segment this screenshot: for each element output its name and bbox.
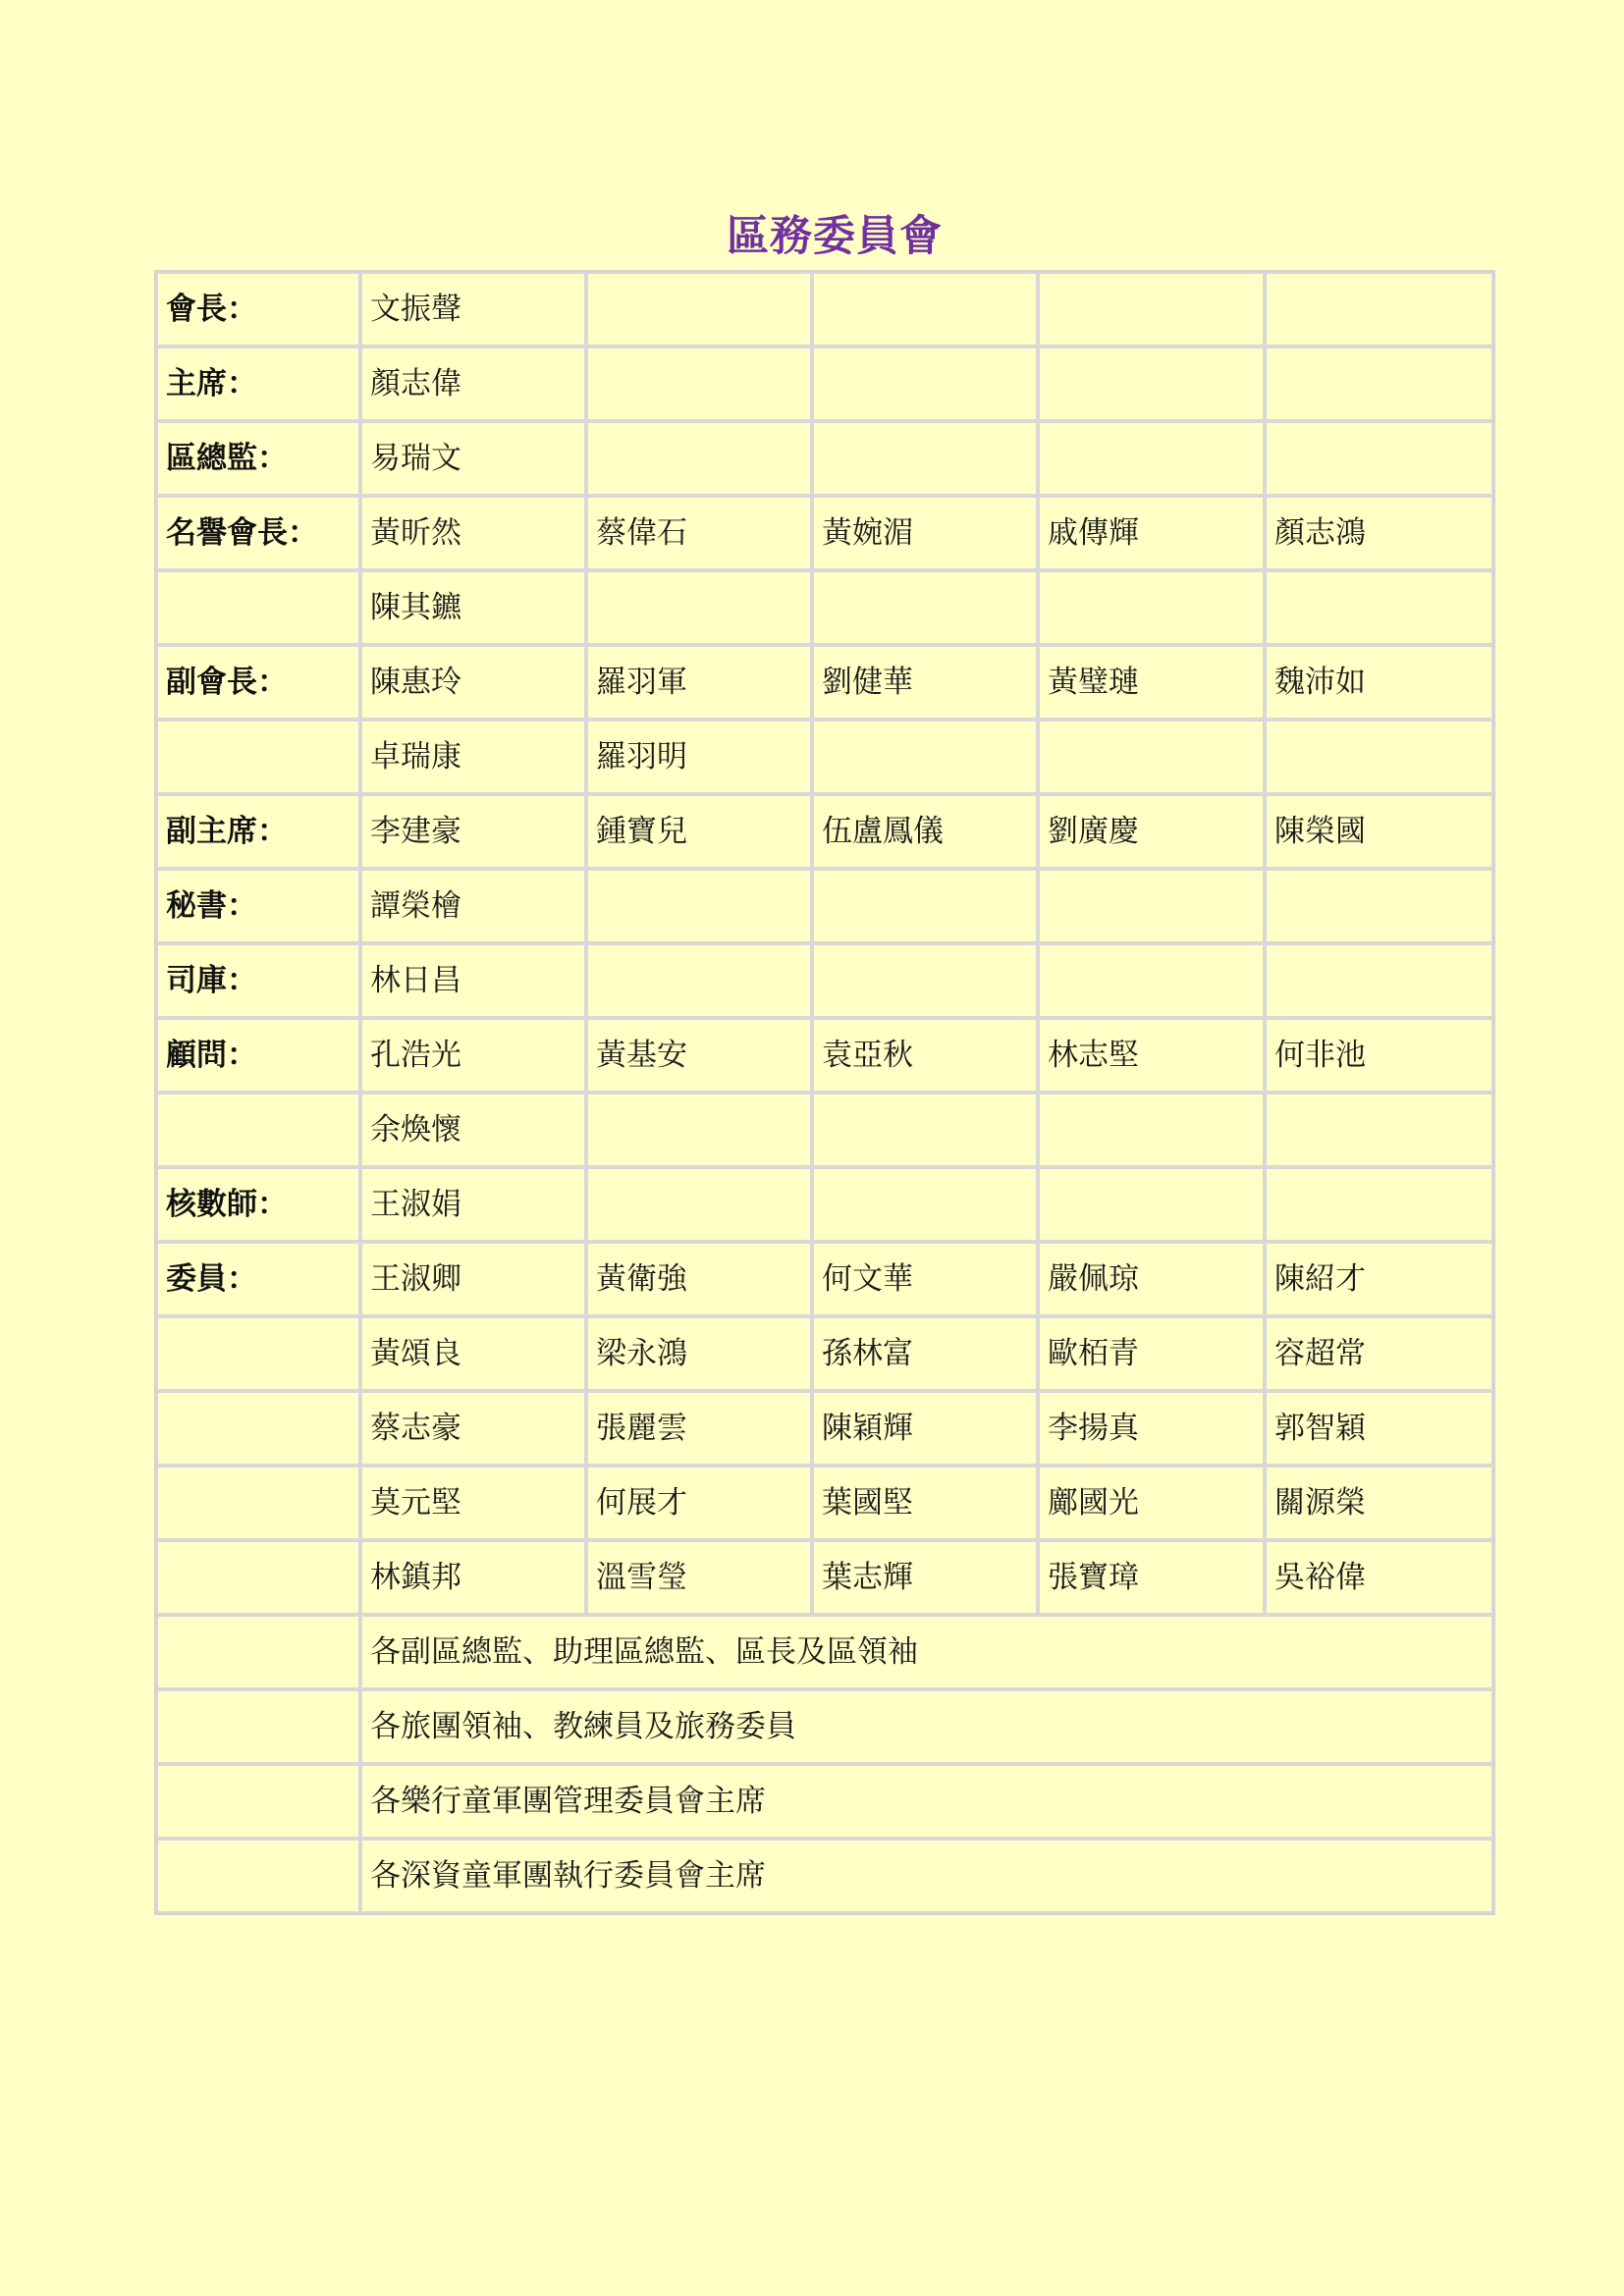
member-name-cell <box>1038 1167 1265 1242</box>
table-row <box>156 720 1493 794</box>
member-name-cell: 劉廣慶 <box>1038 794 1265 869</box>
role-label: 副主席： <box>156 794 360 869</box>
table-row <box>156 1018 1493 1093</box>
table-row <box>156 570 1493 645</box>
member-name-cell <box>586 421 812 496</box>
role-label <box>156 1540 360 1615</box>
role-label: 核數師： <box>156 1167 360 1242</box>
role-label <box>156 570 360 645</box>
member-name-cell <box>586 1093 812 1167</box>
member-name-cell: 何展才 <box>586 1466 812 1540</box>
group-description-cell: 各樂行童軍團管理委員會主席 <box>360 1764 1493 1839</box>
member-name-cell <box>1265 943 1493 1018</box>
member-name-cell: 黃昕然 <box>360 496 586 570</box>
member-name-cell: 余煥懷 <box>360 1093 586 1167</box>
role-label: 司庫： <box>156 943 360 1018</box>
member-name-cell <box>1038 1093 1265 1167</box>
role-label <box>156 1391 360 1466</box>
member-name-cell: 王淑卿 <box>360 1242 586 1316</box>
table-row <box>156 1316 1493 1391</box>
table-row <box>156 645 1493 720</box>
member-name-cell: 劉健華 <box>812 645 1038 720</box>
member-name-cell: 何非池 <box>1265 1018 1493 1093</box>
member-name-cell: 陳紹才 <box>1265 1242 1493 1316</box>
role-label: 副會長： <box>156 645 360 720</box>
member-name-cell <box>1265 347 1493 421</box>
role-label <box>156 720 360 794</box>
member-name-cell: 顏志鴻 <box>1265 496 1493 570</box>
member-name-cell: 吳裕偉 <box>1265 1540 1493 1615</box>
member-name-cell <box>1265 720 1493 794</box>
member-name-cell <box>812 720 1038 794</box>
table-row <box>156 869 1493 943</box>
member-name-cell: 伍盧鳳儀 <box>812 794 1038 869</box>
member-name-cell: 孫林富 <box>812 1316 1038 1391</box>
member-name-cell: 歐栢青 <box>1038 1316 1265 1391</box>
role-label: 會長： <box>156 272 360 347</box>
table-row <box>156 272 1493 347</box>
role-label: 主席： <box>156 347 360 421</box>
member-name-cell: 莫元堅 <box>360 1466 586 1540</box>
table-row <box>156 496 1493 570</box>
member-name-cell <box>1265 421 1493 496</box>
table-row <box>156 1615 1493 1689</box>
member-name-cell: 王淑娟 <box>360 1167 586 1242</box>
member-name-cell <box>1265 570 1493 645</box>
member-name-cell: 陳榮國 <box>1265 794 1493 869</box>
role-label: 委員： <box>156 1242 360 1316</box>
member-name-cell: 林日昌 <box>360 943 586 1018</box>
member-name-cell: 梁永鴻 <box>586 1316 812 1391</box>
member-name-cell <box>812 1093 1038 1167</box>
member-name-cell <box>812 272 1038 347</box>
table-row <box>156 1242 1493 1316</box>
group-description-cell: 各深資童軍團執行委員會主席 <box>360 1839 1493 1913</box>
member-name-cell: 張寶璋 <box>1038 1540 1265 1615</box>
role-label <box>156 1615 360 1689</box>
member-name-cell: 嚴佩琼 <box>1038 1242 1265 1316</box>
member-name-cell: 文振聲 <box>360 272 586 347</box>
member-name-cell: 黃頌良 <box>360 1316 586 1391</box>
member-name-cell <box>586 869 812 943</box>
member-name-cell: 李建豪 <box>360 794 586 869</box>
role-label: 顧問： <box>156 1018 360 1093</box>
role-label: 區總監： <box>156 421 360 496</box>
member-name-cell <box>1038 570 1265 645</box>
member-name-cell: 容超常 <box>1265 1316 1493 1391</box>
member-name-cell: 魏沛如 <box>1265 645 1493 720</box>
role-label: 秘書： <box>156 869 360 943</box>
member-name-cell: 鍾寶兒 <box>586 794 812 869</box>
member-name-cell: 陳穎輝 <box>812 1391 1038 1466</box>
committee-table-body <box>156 272 1493 1913</box>
member-name-cell <box>1038 421 1265 496</box>
member-name-cell: 戚傳輝 <box>1038 496 1265 570</box>
role-label: 名譽會長： <box>156 496 360 570</box>
table-row <box>156 943 1493 1018</box>
member-name-cell <box>1265 869 1493 943</box>
member-name-cell <box>1038 869 1265 943</box>
member-name-cell: 郭智穎 <box>1265 1391 1493 1466</box>
member-name-cell: 易瑞文 <box>360 421 586 496</box>
table-row <box>156 1540 1493 1615</box>
table-row <box>156 347 1493 421</box>
member-name-cell <box>1265 1167 1493 1242</box>
member-name-cell: 袁亞秋 <box>812 1018 1038 1093</box>
table-row <box>156 421 1493 496</box>
table-row <box>156 1466 1493 1540</box>
member-name-cell: 鄺國光 <box>1038 1466 1265 1540</box>
role-label <box>156 1093 360 1167</box>
member-name-cell: 葉國堅 <box>812 1466 1038 1540</box>
member-name-cell: 陳其鑣 <box>360 570 586 645</box>
member-name-cell <box>812 570 1038 645</box>
member-name-cell <box>586 347 812 421</box>
member-name-cell <box>812 347 1038 421</box>
member-name-cell: 何文華 <box>812 1242 1038 1316</box>
table-row <box>156 794 1493 869</box>
table-row <box>156 1391 1493 1466</box>
member-name-cell: 葉志輝 <box>812 1540 1038 1615</box>
member-name-cell: 李揚真 <box>1038 1391 1265 1466</box>
member-name-cell <box>1038 943 1265 1018</box>
member-name-cell: 黃衛強 <box>586 1242 812 1316</box>
committee-table <box>154 270 1495 1915</box>
member-name-cell <box>812 943 1038 1018</box>
role-label <box>156 1839 360 1913</box>
role-label <box>156 1689 360 1764</box>
page-title: 區務委員會 <box>727 212 943 261</box>
group-description-cell: 各副區總監、助理區總監、區長及區領袖 <box>360 1615 1493 1689</box>
member-name-cell <box>812 869 1038 943</box>
member-name-cell <box>586 272 812 347</box>
member-name-cell: 黃基安 <box>586 1018 812 1093</box>
member-name-cell: 林鎮邦 <box>360 1540 586 1615</box>
table-row <box>156 1093 1493 1167</box>
member-name-cell: 張麗雲 <box>586 1391 812 1466</box>
member-name-cell <box>812 421 1038 496</box>
member-name-cell: 林志堅 <box>1038 1018 1265 1093</box>
member-name-cell <box>1038 272 1265 347</box>
member-name-cell <box>586 570 812 645</box>
member-name-cell <box>586 943 812 1018</box>
member-name-cell <box>586 1167 812 1242</box>
member-name-cell: 蔡志豪 <box>360 1391 586 1466</box>
member-name-cell <box>1265 272 1493 347</box>
table-row <box>156 1167 1493 1242</box>
role-label <box>156 1764 360 1839</box>
member-name-cell: 關源榮 <box>1265 1466 1493 1540</box>
role-label <box>156 1466 360 1540</box>
member-name-cell: 溫雪瑩 <box>586 1540 812 1615</box>
member-name-cell: 陳惠玲 <box>360 645 586 720</box>
member-name-cell <box>1038 347 1265 421</box>
member-name-cell <box>1038 720 1265 794</box>
member-name-cell: 孔浩光 <box>360 1018 586 1093</box>
table-row <box>156 1689 1493 1764</box>
member-name-cell: 黃璧璉 <box>1038 645 1265 720</box>
table-row <box>156 1764 1493 1839</box>
member-name-cell: 黃婉湄 <box>812 496 1038 570</box>
member-name-cell: 羅羽明 <box>586 720 812 794</box>
member-name-cell: 譚榮檜 <box>360 869 586 943</box>
member-name-cell: 顏志偉 <box>360 347 586 421</box>
table-row <box>156 1839 1493 1913</box>
role-label <box>156 1316 360 1391</box>
member-name-cell: 蔡偉石 <box>586 496 812 570</box>
member-name-cell <box>1265 1093 1493 1167</box>
member-name-cell <box>812 1167 1038 1242</box>
member-name-cell: 卓瑞康 <box>360 720 586 794</box>
group-description-cell: 各旅團領袖、教練員及旅務委員 <box>360 1689 1493 1764</box>
member-name-cell: 羅羽軍 <box>586 645 812 720</box>
